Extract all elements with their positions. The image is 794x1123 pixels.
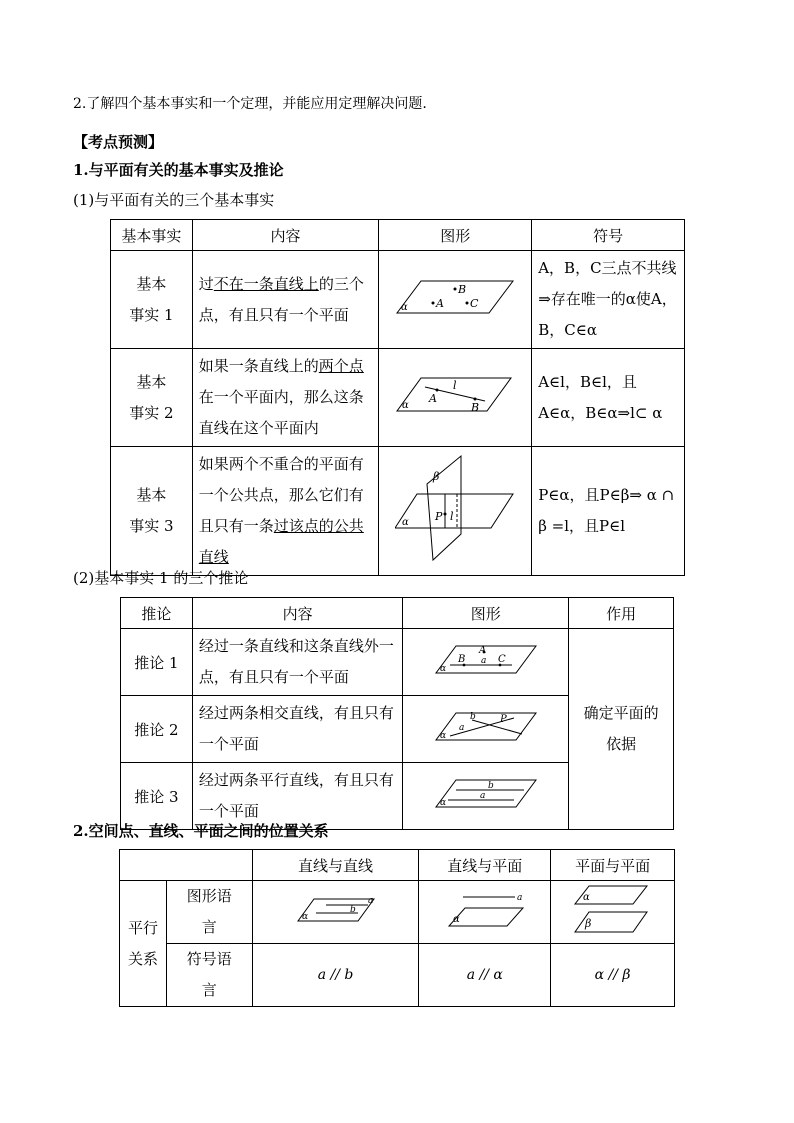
plane-line-figure xyxy=(395,373,515,419)
svg-text:b: b xyxy=(469,712,476,722)
intersecting-lines-figure xyxy=(434,710,538,744)
fact-figure xyxy=(379,251,532,349)
subheading-three-facts: (1)与平面有关的三个基本事实 xyxy=(73,191,275,209)
parallel-lines-figure xyxy=(294,893,378,927)
table-row xyxy=(121,629,674,696)
header-line-plane: 直线与平面 xyxy=(419,850,551,881)
svg-text:B: B xyxy=(471,400,480,414)
header-content: 内容 xyxy=(192,220,379,251)
svg-text:β: β xyxy=(433,470,440,483)
heading-position-relations: 2.空间点、直线、平面之间的位置关系 xyxy=(73,822,329,840)
corollary-name: 推论 1 xyxy=(121,629,193,696)
corollary-effect: 确定平面的依据 xyxy=(569,629,674,830)
table-row xyxy=(111,251,685,349)
position-relations-table xyxy=(119,849,675,1007)
symbol-line-line: a // b xyxy=(252,944,419,1007)
heading-basic-facts: 1.与平面有关的基本事实及推论 xyxy=(73,161,284,179)
row-label-figure: 图形语言 xyxy=(166,881,252,944)
svg-text:β: β xyxy=(584,917,591,930)
row-group-parallel: 平行关系 xyxy=(120,881,167,1007)
subheading-corollaries: (2)基本事实 1 的三个推论 xyxy=(73,569,249,587)
svg-text:B: B xyxy=(457,654,466,665)
fact-name: 基本 事实 3 xyxy=(111,447,193,576)
svg-text:α: α xyxy=(439,664,446,674)
learning-goal: 2.了解四个基本事实和一个定理，并能应用定理解决问题. xyxy=(73,96,427,112)
plane-three-points-figure xyxy=(395,273,515,323)
svg-text:b: b xyxy=(349,905,356,915)
corollary-name: 推论 2 xyxy=(121,696,193,763)
svg-text:a: a xyxy=(480,656,487,666)
plane-label: α xyxy=(401,301,409,313)
header-plane-plane: 平面与平面 xyxy=(551,850,675,881)
fact-symbol: A∈l，B∈l，且A∈α，B∈α⇒l⊂ α xyxy=(532,349,685,447)
svg-text:a: a xyxy=(458,723,465,733)
svg-text:α: α xyxy=(301,912,308,922)
line-and-point-figure xyxy=(434,643,538,677)
svg-text:α: α xyxy=(439,798,446,808)
header-symbol: 符号 xyxy=(532,220,685,251)
svg-text:b: b xyxy=(487,781,494,791)
corollary-content: 经过两条相交直线，有且只有一个平面 xyxy=(192,696,403,763)
parallel-planes-figure xyxy=(573,884,653,936)
fact-figure xyxy=(379,447,532,576)
table-row xyxy=(111,349,685,447)
fact-content: 过不在一条直线上的三个点，有且只有一个平面 xyxy=(192,251,379,349)
header-effect: 作用 xyxy=(569,598,674,629)
figure-line-line xyxy=(252,881,419,944)
header-basic-fact: 基本事实 xyxy=(111,220,193,251)
svg-text:α: α xyxy=(402,399,410,411)
point-label: A xyxy=(436,296,445,310)
corollary-figure xyxy=(403,629,569,696)
svg-text:a: a xyxy=(367,896,373,906)
figure-line-plane xyxy=(419,881,551,944)
svg-text:α: α xyxy=(452,914,460,925)
row-label-symbol: 符号语言 xyxy=(166,944,252,1007)
parallel-lines-figure xyxy=(434,777,538,811)
symbol-line-plane: a // α xyxy=(419,944,551,1007)
point-label: B xyxy=(458,282,467,296)
svg-text:α: α xyxy=(582,892,590,903)
section-header: 【考点预测】 xyxy=(73,133,164,151)
svg-text:a: a xyxy=(516,893,523,903)
fact-content: 如果两个不重合的平面有一个公共点，那么它们有且只有一条过该点的公共直线 xyxy=(192,447,379,576)
svg-text:C: C xyxy=(497,654,506,665)
figure-plane-plane xyxy=(551,881,675,944)
header-line-line: 直线与直线 xyxy=(252,850,419,881)
fact-name: 基本 事实 2 xyxy=(111,349,193,447)
svg-text:P: P xyxy=(499,714,507,725)
svg-text:A: A xyxy=(429,391,438,405)
corollary-content: 经过一条直线和这条直线外一点，有且只有一个平面 xyxy=(192,629,403,696)
fact-symbol: A，B，C三点不共线⇒存在唯一的α使A，B，C∈α xyxy=(532,251,685,349)
fact-figure xyxy=(379,349,532,447)
fact-content: 如果一条直线上的两个点在一个平面内，那么这条直线在这个平面内 xyxy=(192,349,379,447)
svg-text:A: A xyxy=(478,645,486,656)
corollary-name: 推论 3 xyxy=(121,763,193,830)
svg-text:a: a xyxy=(479,791,486,801)
table-row xyxy=(120,944,675,1007)
header-corollary: 推论 xyxy=(121,598,193,629)
svg-text:α: α xyxy=(439,731,446,741)
svg-text:l: l xyxy=(450,510,454,523)
svg-text:α: α xyxy=(402,517,410,528)
point-label: C xyxy=(470,296,479,310)
table-row xyxy=(111,447,685,576)
corollaries-table xyxy=(120,597,674,830)
header-figure: 图形 xyxy=(403,598,569,629)
symbol-plane-plane: α // β xyxy=(551,944,675,1007)
corollary-figure xyxy=(403,763,569,830)
svg-text:l: l xyxy=(453,378,457,392)
header-figure: 图形 xyxy=(379,220,532,251)
header-content: 内容 xyxy=(192,598,403,629)
corollary-content: 经过两条平行直线，有且只有一个平面 xyxy=(192,763,403,830)
line-parallel-plane-figure xyxy=(445,890,525,930)
fact-symbol: P∈α，且P∈β⇒ α ∩ β =l，且P∈l xyxy=(532,447,685,576)
svg-text:P: P xyxy=(435,510,443,523)
two-planes-intersect-figure xyxy=(395,454,515,564)
empty-header xyxy=(120,850,253,881)
basic-facts-table xyxy=(110,219,685,576)
fact-name: 基本 事实 1 xyxy=(111,251,193,349)
corollary-figure xyxy=(403,696,569,763)
table-row xyxy=(120,881,675,944)
